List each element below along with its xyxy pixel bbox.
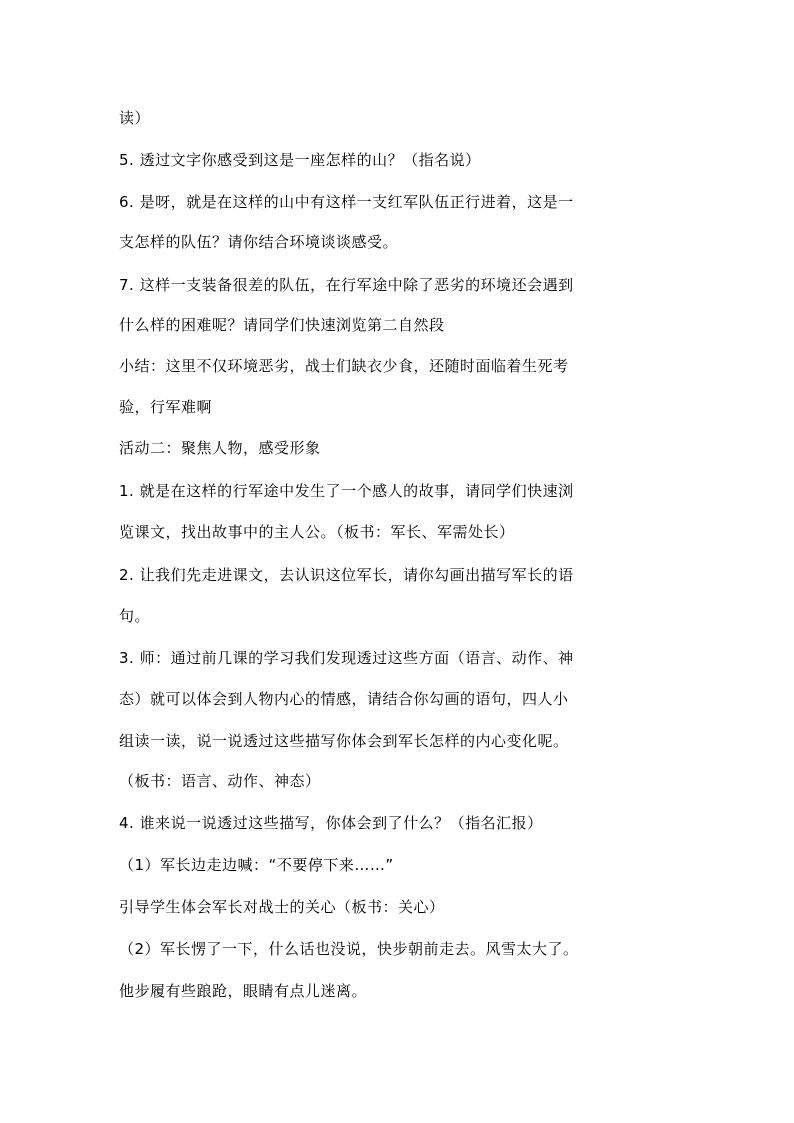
text-line: 组读一读，说一说透过这些描写你体会到军长怎样的内心变化呢。 — [119, 732, 569, 750]
text-line: （1）军长边走边喊：“不要停下来……” — [119, 856, 394, 874]
text-line: 句。 — [119, 607, 151, 625]
text-line: 小结：这里不仅环境恶劣，战士们缺衣少食，还随时面临着生死考 — [119, 357, 569, 375]
text-line: 验，行军难啊 — [119, 398, 213, 416]
text-line: （2）军长愣了一下，什么话也没说，快步朝前走去。风雪太大了。 — [119, 940, 579, 958]
text-line: 态）就可以体会到人物内心的情感，请结合你勾画的语句，四人小 — [119, 690, 569, 708]
text-line: 他步履有些踉跄，眼睛有点儿迷离。 — [119, 982, 368, 1000]
text-line: 5. 透过文字你感受到这是一座怎样的山？（指名说） — [119, 151, 481, 169]
text-line: 引导学生体会军长对战士的关心（板书：关心） — [119, 898, 445, 916]
text-line: 6. 是呀，就是在这样的山中有这样一支红军队伍正行进着，这是一 — [119, 193, 574, 211]
text-line: 3. 师：通过前几课的学习我们发现透过这些方面（语言、动作、神 — [119, 649, 574, 667]
text-line: 1. 就是在这样的行军途中发生了一个感人的故事，请同学们快速浏 — [119, 482, 574, 500]
text-line: 什么样的困难呢？请同学们快速浏览第二自然段 — [119, 316, 445, 334]
section-heading: 活动二：聚焦人物，感受形象 — [119, 439, 321, 457]
text-line: 2. 让我们先走进课文，去认识这位军长，请你勾画出描写军长的语 — [119, 566, 574, 584]
text-line: 读） — [119, 109, 151, 127]
text-line: 支怎样的队伍？请你结合环境谈谈感受。 — [119, 233, 399, 251]
text-line: 览课文，找出故事中的主人公。（板书：军长、军需处长） — [119, 523, 515, 541]
text-line: 4. 谁来说一说透过这些描写，你体会到了什么？（指名汇报） — [119, 814, 543, 832]
text-line: 7. 这样一支装备很差的队伍，在行军途中除了恶劣的环境还会遇到 — [119, 276, 574, 294]
text-line: （板书：语言、动作、神态） — [119, 772, 321, 790]
